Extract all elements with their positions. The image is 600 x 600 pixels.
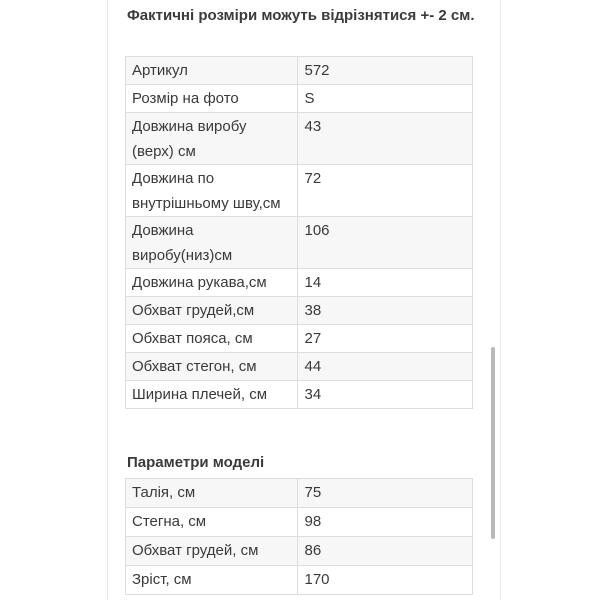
row-value: 572	[298, 57, 473, 85]
content-right-border	[500, 0, 501, 600]
table-row	[126, 165, 473, 217]
row-label: Обхват стегон, см	[126, 353, 298, 381]
table-row	[126, 57, 473, 85]
sizes-table	[125, 56, 473, 409]
row-value: 106	[298, 217, 473, 269]
row-label: Довжина виробу(низ)см	[126, 217, 298, 269]
row-label: Обхват пояса, см	[126, 325, 298, 353]
row-label: Артикул	[126, 57, 298, 85]
row-label: Довжина виробу (верх) см	[126, 113, 298, 165]
row-label: Обхват грудей, см	[126, 537, 298, 566]
content-left-border	[107, 0, 108, 600]
model-section-title: Параметри моделі	[127, 454, 265, 471]
row-value: 14	[298, 269, 473, 297]
row-value: S	[298, 85, 473, 113]
table-row	[126, 113, 473, 165]
row-label: Зріст, см	[126, 566, 298, 595]
vertical-scrollbar[interactable]	[491, 347, 495, 539]
row-value: 86	[298, 537, 473, 566]
model-parameters-table	[125, 478, 473, 595]
row-value: 170	[298, 566, 473, 595]
row-label: Ширина плечей, см	[126, 381, 298, 409]
table-row	[126, 479, 473, 508]
table-row	[126, 381, 473, 409]
row-value: 43	[298, 113, 473, 165]
row-value: 75	[298, 479, 473, 508]
table-row	[126, 537, 473, 566]
table-row	[126, 297, 473, 325]
row-value: 72	[298, 165, 473, 217]
row-label: Розмір на фото	[126, 85, 298, 113]
row-label: Довжина рукава,см	[126, 269, 298, 297]
table-row	[126, 566, 473, 595]
table-row	[126, 85, 473, 113]
table-row	[126, 325, 473, 353]
row-value: 98	[298, 508, 473, 537]
row-value: 38	[298, 297, 473, 325]
sizes-section-title: Фактичні розміри можуть відрізнятися +- 2 см.	[127, 7, 475, 24]
row-value: 34	[298, 381, 473, 409]
row-value: 27	[298, 325, 473, 353]
row-label: Обхват грудей,см	[126, 297, 298, 325]
row-label: Стегна, см	[126, 508, 298, 537]
row-label: Талія, см	[126, 479, 298, 508]
row-value: 44	[298, 353, 473, 381]
table-row	[126, 217, 473, 269]
table-row	[126, 353, 473, 381]
table-row	[126, 269, 473, 297]
row-label: Довжина по внутрішньому шву,см	[126, 165, 298, 217]
table-row	[126, 508, 473, 537]
